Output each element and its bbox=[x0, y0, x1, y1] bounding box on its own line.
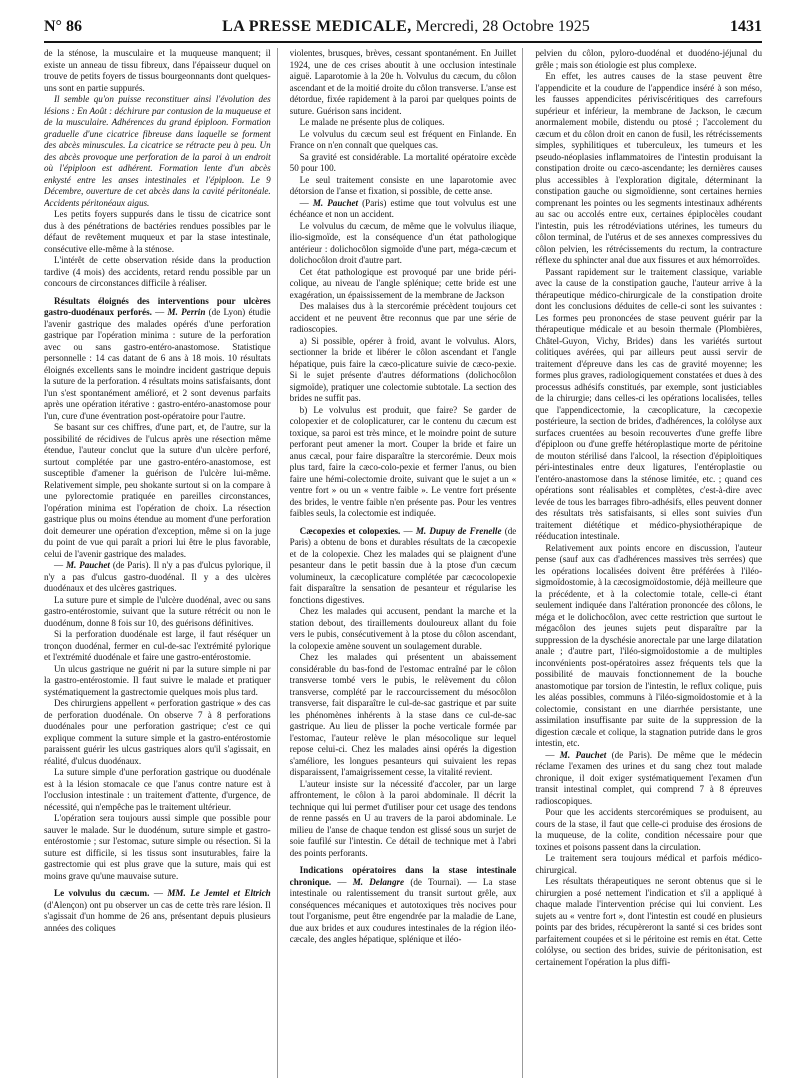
issue-number: N° 86 bbox=[44, 18, 82, 35]
section-caecopexies: Cæcopexies et colopexies. — M. Dupuy de Frenelle (de Paris) a obtenu de bons et durables résultats de la cæcopexie et de la colopexie. Chez les malades qui se plaignent d'une pesanteur dans le petit bassin due à la ptose d'un cæcum volumineux, la cæcoplicature complétée par cæcocolopexie fait disparaître la sensation de pesanteur et régularise les fonctions digestives. bbox=[289, 525, 517, 605]
page-header bbox=[44, 10, 762, 43]
paragraph: Des chirurgiens appellent « perforation gastrique » des cas de perforation duodénale. On observe 7 à 8 perforations duodénales pour une perforation gastrique; c'est ce qui explique comment la suture simple et la gastro-entérostomie paraissent guérir les ulcus gastriques alors qu'il s'agissait, en réalité, d'ulcus duodénaux. bbox=[44, 698, 271, 766]
page-number: 1431 bbox=[729, 18, 762, 35]
paragraph: Chez les malades qui présentent un abaissement considérable du bas-fond de l'estomac entraîné par le côlon transverse tombé vers le pubis, le relèvement du côlon transverse, complété par le raccourcissement du mésocôlon transverse, fait disparaître le cul-de-sac gastrique et par suite les phénomènes inhérents à la stase dans ce cul-de-sac gastrique. Au lieu de plisser la poche verticale formée par l'estomac, l'auteur relève le plan mésocolique sur lequel repose celui-ci. Chez les malades ainsi opérés la digestion s'améliore, les longues pesanteurs qui suivaient les repas disparaissent, l'amaigrissement cesse, la vitalité revient. bbox=[289, 652, 517, 777]
paragraph: — M. Pauchet (de Paris). Il n'y a pas d'ulcus pylorique, il n'y a pas d'ulcus gastro-duodénal. Il y a des ulcères duodénaux et des ulcères gastriques. bbox=[44, 560, 271, 593]
author-name: M. Delangre bbox=[352, 876, 405, 887]
paragraph: Le volvulus du cæcum, de même que le volvulus iliaque, ilio-sigmoïde, est la conséquence d'un état pathologique antérieur : dolichocôlon sigmoïde d'une part, méga-cæcum et dolichocôlon droit d'autre part. bbox=[289, 220, 517, 265]
author-name: M. Pauchet bbox=[559, 749, 607, 760]
section-ulcers: Résultats éloignés des interventions pour ulcères gastro-duodénaux perforés. — M. Perrin (de Lyon) étudie l'avenir gastrique des malades opérés d'une perforation gastrique par l'opération minima : suture de la perforation avec ou sans gastro-entéro-anastomose. Statistique personnelle : 14 cas datant de 6 ans à 18 mois. 10 résultats éloignés excellents sans le moindre incident gastrique depuis la suture de la perforation. 4 résultats moins satisfaisants, dont l'un s'est spontanément amélioré, et 2 sont devenus parfaits après une opération itérative : gastro-entéro-anastomose pour l'un, cure d'une éventration post-opératoire pour l'autre. bbox=[44, 295, 271, 421]
journal-name: LA PRESSE MEDICALE, bbox=[222, 18, 412, 35]
paragraph: En effet, les autres causes de la stase peuvent être l'appendicite et la coudure de l'appendice inséré à son méso, les fausses appendicites périviscéritiques des carrefours supérieur et inférieur, la membrane de Jackson, le cæcum anormalement mobile, distendu ou ptosé ; l'accolement du cæcum et du côlon droit en canon de fusil, les rétrécissements simples, syphilitiques et tuberculeux, les tumeurs et les pseudo-néoplasies inflammatoires de l'intestin produisant la constipation droite ou cæco-ascendante; les dernières causes plus accessibles à l'exploration digitale, déterminant la constipation gauche ou sigmoïdienne, sont certaines hernies comprenant les pointes ou les segments intestinaux adhérents au sac ou accolés entre eux, certaines épiplocèles coudant l'intestin, puis les rétrodéviations utérines, les tumeurs du côlon terminal, de l'utérus et de ses annexes compressives du côlon pelvien, les rétrécissements du rectum, la contracture réflexe du sphincter anal due aux fissures et aux hémorroïdes. bbox=[535, 71, 762, 265]
author-name: M. Pauchet bbox=[65, 560, 110, 570]
section-title: Indications opératoires dans la stase intestinale chronique. bbox=[289, 865, 517, 887]
paragraph: La suture pure et simple de l'ulcère duodénal, avec ou sans gastro-entérostomie, suivant que la suture rétrécit ou non le duodénum, donne 8 fois sur 10, des guérisons définitives. bbox=[44, 594, 271, 628]
paragraph: Le seul traitement consiste en une laparotomie avec détorsion de l'anse et fixation, si possible, de cette anse. bbox=[289, 174, 517, 196]
issue-date: Mercredi, 28 Octobre 1925 bbox=[415, 18, 590, 35]
column-2 bbox=[290, 48, 524, 1078]
author-name: M. Pauchet bbox=[312, 197, 359, 208]
column-3 bbox=[535, 48, 762, 1078]
paragraph: La suture simple d'une perforation gastrique ou duodénale est à la lésion stomacale ce que l'anus contre nature est à l'occlusion intestinale : un traitement d'attente, d'urgence, de nécessité, qui n'empêche pas le traitement ultérieur. bbox=[44, 767, 271, 812]
paragraph: L'opération sera toujours aussi simple que possible pour sauver le malade. Sur le duodénum, suture simple et gastro-entérostomie ; sur l'estomac, suture simple ou résection. Si la suture est difficile, si les tissus sont insuturables, faire la gastrectomie qui est plus grave que la suture, mais qui est moins grave qu'une mauvaise suture. bbox=[44, 813, 271, 881]
paragraph: a) Si possible, opérer à froid, avant le volvulus. Alors, sectionner la bride et libérer le côlon ascendant et l'angle hépatique, puis faire la cæco-plicature suivie de cæco-pexie. Si le sujet présente d'autres déformations (dolichocôlon sigmoïde), pratiquer une colectomie subtotale. La section des brides ne suffit pas. bbox=[289, 335, 517, 403]
paragraph: Chez les malades qui accusent, pendant la marche et la station debout, des tiraillements douloureux allant du foie vers le pubis, consécutivement à la ptose du côlon ascendant, la colopexie amène souvent un soulagement durable. bbox=[289, 606, 517, 651]
journal-title-line bbox=[222, 18, 590, 36]
section-stase: Indications opératoires dans la stase intestinale chronique. — M. Delangre (de Tournai). — La stase intestinale ou ralentissement du transit surtout grêle, aux conséquences mécaniques et autotoxiques très nocives pour tout l'organisme, peut être engendrée par la maladie de Lane, due aux brides et aux coudures intestinales de la région iléo-cæcale, des angles hépatique, splénique et iléo- bbox=[289, 865, 517, 944]
paragraph: — M. Pauchet (Paris) estime que tout volvulus est une échéance et non un accident. bbox=[289, 197, 517, 219]
paragraph: Cet état pathologique est provoqué par une bride péri-colique, au niveau de l'angle splénique; cette bride est une exagération, un épaississement de la membrane de Jackson bbox=[289, 266, 517, 300]
paragraph: Le volvulus du cæcum seul est fréquent en Finlande. En France on n'en connaît que quelques cas. bbox=[289, 128, 517, 150]
paragraph: Pour que les accidents stercorémiques se produisent, au cours de la stase, il faut que celle-ci produise des érosions de la muqueuse, de la colite, condition nécessaire pour que toxines et poisons passent dans la circulation. bbox=[535, 807, 762, 852]
paragraph: — M. Pauchet (de Paris). De même que le médecin réclame l'examen des urines et du sang chez tout malade chronique, il doit exiger systématiquement l'examen d'un transit intestinal complet, qui comprend 7 à 8 épreuves radioscopiques. bbox=[535, 749, 762, 806]
section-title: Résultats éloignés des interventions pour ulcères gastro-duodénaux perforés. bbox=[44, 295, 271, 317]
paragraph: Se basant sur ces chiffres, d'une part, et, de l'autre, sur la possibilité de récidives de l'ulcus après une résection même étendue, l'auteur conclut que la suture d'un ulcère perforé, surtout complétée par une gastro-entéro-anastomose, est susceptible d'amener la guérison de l'ulcère lui-même. Relativement simple, peu shokante surtout si on la compare à une pylorectomie pratiquée en pareilles circonstances, l'opération minima est l'opération de choix. La résection gastrique plus ou moins étendue au moment d'une perforation doit demeurer une opération d'exception, même si on la juge du point de vue qui paraît a priori lui être le plus favorable, celui de l'avenir gastrique des malades. bbox=[44, 422, 271, 559]
paragraph: Le malade ne présente plus de coliques. bbox=[299, 117, 445, 127]
paragraph: de la sténose, la musculaire et la muqueuse manquent; il existe un anneau de tissu fibreux, dans l'épaisseur duquel on trouve de petits foyers de tissus bourgeonnants dont quelques-uns sont en partie suppurés. bbox=[44, 48, 271, 93]
author-name: MM. Le Jemtel et Eltrich bbox=[167, 888, 271, 898]
author-name: M. Perrin bbox=[167, 307, 206, 317]
paragraph: b) Le volvulus est produit, que faire? Se garder de colopexier et de coloplicaturer, car le contenu du cæcum est toxique, sa paroi est très mince, et le moindre point de suture perforant peut amener la mort. Couper la bride et faire un anus cæcal, pour faire disparaître la stercorémie. Deux mois plus tard, faire la cæco-colo-pexie et fermer l'anus, ou bien faire une hémi-colectomie droite, suivant que le sujet a un « ventre fort » ou un « ventre faible ». Le ventre fort présente des brides, le ventre faible n'en présente pas. Pour les ventres faibles seuls, la colectomie est indiquée. bbox=[289, 404, 517, 518]
section-volvulus: Le volvulus du cæcum. — MM. Le Jemtel et Eltrich (d'Alençon) ont pu observer un cas de cette très rare lésion. Il s'agissait d'un homme de 26 ans, présentant depuis plusieurs années des coliques bbox=[44, 888, 271, 933]
paragraph: Passant rapidement sur le traitement classique, variable avec la cause de la constipation gauche, l'auteur arrive à la thérapeutique médico-chirurgicale de la constipation droite dont les conclusions déduites de celle-ci sont les suivantes : Les formes peu prononcées de stase peuvent guérir par la thérapeutique médicale et au besoin thermale (Plombières, Châtel-Guyon, Vichy, Brides) dans les variétés surtout colitiques avérées, qui par ailleurs peut aussi servir de traitement d'épreuve dans les cas de gravité moyenne; les formes plus graves, radiologiquement constatées et dues à des processus adhésifs constitués, par exemple, sont justiciables de la chirurgie; dans celles-ci les opérations localisées, telles que l'appendicectomie, la cæcoplicature, la cæcopexie postérieure, la section de brides, d'adhérences, la colólyse aux surfaces cruentées au besoin recouvertes d'une greffe libre d'épiploon ou d'une greffe hétéroplastique morte de péritoine de mouton stérilisé dans l'alcool, la résection d'épiploïtiques péri-intestinales entre deux ligatures, l'entéroplastie ou l'entéro-anastomose dans la sténose limitée, etc. ; quand ces opérations sont réalisables et complètes, c'est-à-dire avec levée de tous les barrages fibro-adhésifs, elles peuvent donner des résultats très satisfaisants, si elles sont suivies d'un traitement diététique et médico-physiothérapique de rééducation intestinale. bbox=[535, 266, 762, 541]
paragraph: Des malaises dus à la stercorémie précèdent toujours cet accident et ne peuvent être reconnus que par une série de radioscopies. bbox=[289, 301, 517, 334]
section-title: Cæcopexies et colopexies. bbox=[299, 525, 401, 536]
paragraph: Un ulcus gastrique ne guérit ni par la suture simple ni par la gastro-entérostomie. Il faut suivre le malade et pratiquer systématiquement la gastrectomie quelques mois plus tard. bbox=[44, 663, 271, 697]
paragraph: pelvien du côlon, pyloro-duodénal et duodéno-jéjunal du grêle ; mais son étiologie est plus complexe. bbox=[535, 48, 762, 70]
article-columns bbox=[44, 48, 762, 1078]
paragraph: Si la perforation duodénale est large, il faut réséquer un tronçon duodénal, fermer en cul-de-sac l'extrémité pylorique et l'extrémité duodénale et faire une gastro-entérostomie. bbox=[44, 629, 271, 662]
paragraph: Les résultats thérapeutiques ne seront obtenus que si le chirurgien a posé nettement l'indication et s'il a appliqué à chaque malade l'intervention précise qui lui convient. Les sujets au « ventre fort », dont l'intestin est coudé en plusieurs points par des brides, récupèreront la santé si ces brides sont parfaitement coupées et si le péritoine est remis en état. Cette colólyse, ou section des brides, suivie de péritonisation, est certainement l'opération la plus diffi- bbox=[535, 876, 762, 967]
paragraph: Relativement aux points encore en discussion, l'auteur pense (sauf aux cas d'adhérences massives très serrées) que les opérations localisées doivent être préférées à l'iléo-sigmoïdostomie, à la cæcosigmoïdostomie, déjà meilleure que la précédente, et à la colectomie totale, celle-ci étant seulement indiquée dans l'altération prononcée des côlons, le méga et le dolichocôlon, avec cette restriction que surtout le mégacôlon des jeunes sujets peut disparaître par la suppression de la dyschésie anorectale par une large dilatation anale ; d'autre part, l'iléo-sigmoïdostomie a de multiples inconvénients post-opératoires assez fréquents tels que la possibilité de mauvais fonctionnement de la bouche anastomotique par torsion de l'intestin, le reflux colique, puis les aléas possibles, communs à l'iléo-sigmoïdostomie et à la colectomie, consistant en une diarrhée persistante, une assimilation insuffisante par suite de la suppression de la digestion cæcale et colique, la stagnation putride dans le gros intestin, etc. bbox=[535, 542, 762, 748]
author-name: M. Dupuy de Frenelle bbox=[415, 525, 502, 536]
paragraph: Les petits foyers suppurés dans le tissu de cicatrice sont dus à des pénétrations de bactéries rendues possibles par le défaut de revêtement muqueux et par la stase intestinale, consécutive elle-même à la sténose. bbox=[44, 209, 271, 254]
paragraph: Sa gravité est considérable. La mortalité opératoire excède 50 pour 100. bbox=[289, 151, 517, 173]
paragraph: Il semble qu'on puisse reconstituer ainsi l'évolution des lésions : En Août : déchirure par contusion de la muqueuse et de la musculaire. Adhérences du grand épiploon. Formation graduelle d'une cicatrice fibreuse dans laquelle se forment des abcès minuscules. La cicatrice se rétracte peu à peu. Un des abcès provoque une perforation de la paroi à un endroit où l'épiploon est adhérent. Formation lente d'un abcès enkysté entre les anses intestinales et l'épiploon. Le 9 Décembre, ouverture de cet abcès dans la cavité péritonéale. Accidents péritonéaux aigus. bbox=[44, 94, 271, 208]
paragraph: L'auteur insiste sur la nécessité d'accoler, par un large affrontement, le côlon à la paroi abdominale. Il décrit la technique qui lui permet d'utiliser pour cet usage des tendons de renne passés en U au travers de la paroi abdominale. Le milieu de l'anse de chaque tendon est glissé sous un surjet de soie faufilé sur l'intestin. Ce détail de technique met à l'abri des points perforants. bbox=[289, 778, 517, 858]
paragraph: violentes, brusques, brèves, cessant spontanément. En Juillet 1924, une de ces crises aboutit à une occlusion intestinale aiguë. Laparotomie à la 20e h. Volvulus du cæcum, du côlon ascendant et de la moitié droite du côlon transverse. L'anse est détordue, fixée rapidement à la paroi par quelques points de suture. Guérison sans incident. bbox=[289, 48, 517, 116]
section-title: Le volvulus du cæcum. bbox=[54, 888, 150, 898]
paragraph: Le traitement sera toujours médical et parfois médico-chirurgical. bbox=[535, 853, 762, 875]
column-1 bbox=[44, 48, 278, 1078]
paragraph: L'intérêt de cette observation réside dans la production tardive (4 mois) des accidents, retard rendu possible par un concours de circonstances difficile à réaliser. bbox=[44, 255, 271, 288]
